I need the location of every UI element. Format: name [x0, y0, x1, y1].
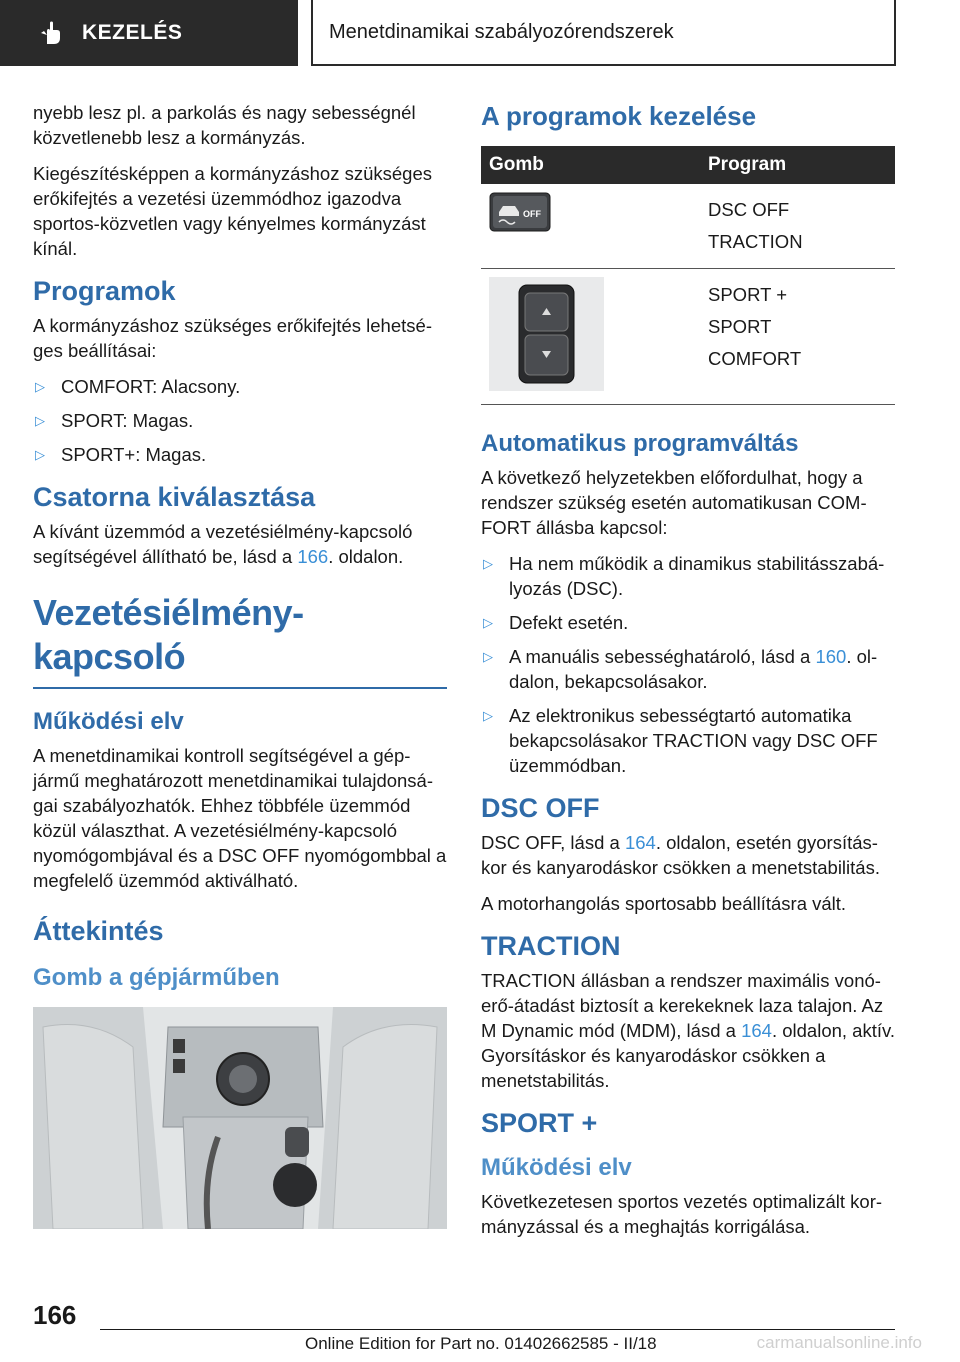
bullet-list [33, 374, 447, 467]
section-title: KEZELÉS [82, 21, 183, 44]
program-value: SPORT [708, 316, 772, 337]
page-number: 166 [33, 1300, 77, 1330]
triangle-bullet-icon: ▷ [483, 708, 493, 723]
triangle-bullet-icon: ▷ [483, 556, 493, 571]
page-link[interactable]: 164 [741, 1020, 772, 1041]
hand-icon [38, 20, 64, 46]
heading-attekintes: Áttekintés [33, 916, 164, 946]
dsc-off-button-icon [489, 192, 551, 232]
paragraph: nyebb lesz pl. a parkolás és nagy sebességnél közvetlenebb lesz a kormányzás. [33, 102, 416, 148]
paragraph: Következetesen sportos vezetés optimalizált kormányzással és a meghajtás korrigálása. [481, 1191, 883, 1237]
bullet-list [481, 551, 895, 778]
edition-text: Online Edition for Part no. 01402662585 - II/18 [305, 1334, 657, 1353]
list-item: ▷ Az elektronikus sebességtartó automatika bekapcsolásakor TRACTION vagy DSC OFF üzemmódban. [483, 705, 878, 776]
heading-csatorna: Csatorna kiválasztása [33, 482, 316, 512]
list-item: ▷ SPORT: Magas. [35, 410, 194, 431]
paragraph: Kiegészítésképpen a kormányzáshoz szükséges erőkifejtés a vezetési üzemmódhoz igazodva sportos-közvetlen vagy kényelmes kormányzást kínál. [33, 163, 432, 259]
right-column [481, 100, 895, 1250]
table-header [481, 146, 895, 184]
triangle-bullet-icon: ▷ [35, 379, 45, 394]
heading-programok: Programok [33, 276, 176, 306]
heading-mukodesi-elv: Működési elv [481, 1154, 632, 1181]
paragraph: TRACTION állásban a rendszer maximális vonóerő-átadást biztosít a kerekeknek laza talajon. Az M Dynamic mód (MDM), lásd a 164. oldalon, aktív. Gyorsításkor és kanyarodáskor csökken a menetstabilitás. [481, 970, 896, 1091]
table-row [481, 269, 895, 405]
center-console-image [33, 1007, 447, 1229]
heading-traction: TRACTION [481, 931, 621, 961]
paragraph: A kívánt üzemmód a vezetésiélmény-kapcsoló segítségével állítható be, lásd a 166. oldalon. [33, 521, 413, 567]
program-table [481, 146, 895, 405]
footer-divider [100, 1329, 895, 1330]
program-value: SPORT + [708, 284, 788, 305]
heading-main: Vezetésiélmény-kapcsoló [33, 591, 447, 689]
triangle-bullet-icon: ▷ [35, 447, 45, 462]
svg-text:OFF: OFF [523, 209, 541, 219]
page-link[interactable]: 160 [815, 646, 847, 667]
list-item: ▷ COMFORT: Alacsony. [35, 376, 241, 397]
left-column [33, 100, 447, 1229]
program-value: TRACTION [708, 231, 803, 252]
list-item: ▷ SPORT+: Magas. [35, 444, 207, 465]
section-tab [0, 0, 298, 66]
list-item: ▷ Defekt esetén. [483, 612, 629, 633]
paragraph: A menetdinamikai kontroll segítségével a gépjármű meghatározott menetdinamikai tulajdonságai szabályozhatók. Ehhez többféle üzemmód közül választhat. A vezetésiélmény-kapcsoló nyomógombjával és a DSC OFF nyomógombbal a megfelelő üzemmód aktiválható. [33, 745, 447, 891]
table-header-cell: Gomb [489, 154, 544, 175]
chapter-title: Menetdinamikai szabályozórendszerek [311, 0, 896, 66]
heading-gomb: Gomb a gépjárműben [33, 964, 280, 991]
paragraph: DSC OFF, lásd a 164. oldalon, esetén gyorsításkor és kanyarodáskor csökken a menetstabilitás. [481, 832, 880, 878]
watermark: carmanualsonline.info [756, 1333, 922, 1352]
paragraph: A következő helyzetekben előfordulhat, hogy a rendszer szükség esetén automatikusan COMFORT állásba kapcsol: [481, 467, 867, 538]
heading-dsc-off: DSC OFF [481, 793, 600, 823]
table-row [481, 184, 895, 269]
list-item: ▷ Ha nem működik a dinamikus stabilitásszabályozás (DSC). [483, 553, 885, 599]
triangle-bullet-icon: ▷ [35, 413, 45, 428]
paragraph: A motorhangolás sportosabb beállításra vált. [481, 893, 847, 914]
page-link[interactable]: 166 [297, 546, 329, 567]
heading-programok-kezelese: A programok kezelése [481, 101, 757, 131]
heading-mukodesi: Működési elv [33, 708, 184, 735]
program-value: DSC OFF [708, 199, 790, 220]
program-value: COMFORT [708, 348, 802, 369]
paragraph: A kormányzáshoz szükséges erőkifejtés lehetséges beállításai: [33, 315, 432, 361]
page-header [0, 0, 960, 66]
heading-automatikus: Automatikus programváltás [481, 430, 799, 457]
table-header-cell: Program [708, 154, 787, 175]
heading-sport-plus: SPORT + [481, 1108, 598, 1138]
triangle-bullet-icon: ▷ [483, 649, 493, 664]
triangle-bullet-icon: ▷ [483, 615, 493, 630]
page-link[interactable]: 164 [624, 832, 656, 853]
list-item: ▷ A manuális sebességhatároló, lásd a 160. oldalon, bekapcsolásakor. [483, 646, 878, 692]
driving-experience-switch-icon [489, 277, 604, 391]
